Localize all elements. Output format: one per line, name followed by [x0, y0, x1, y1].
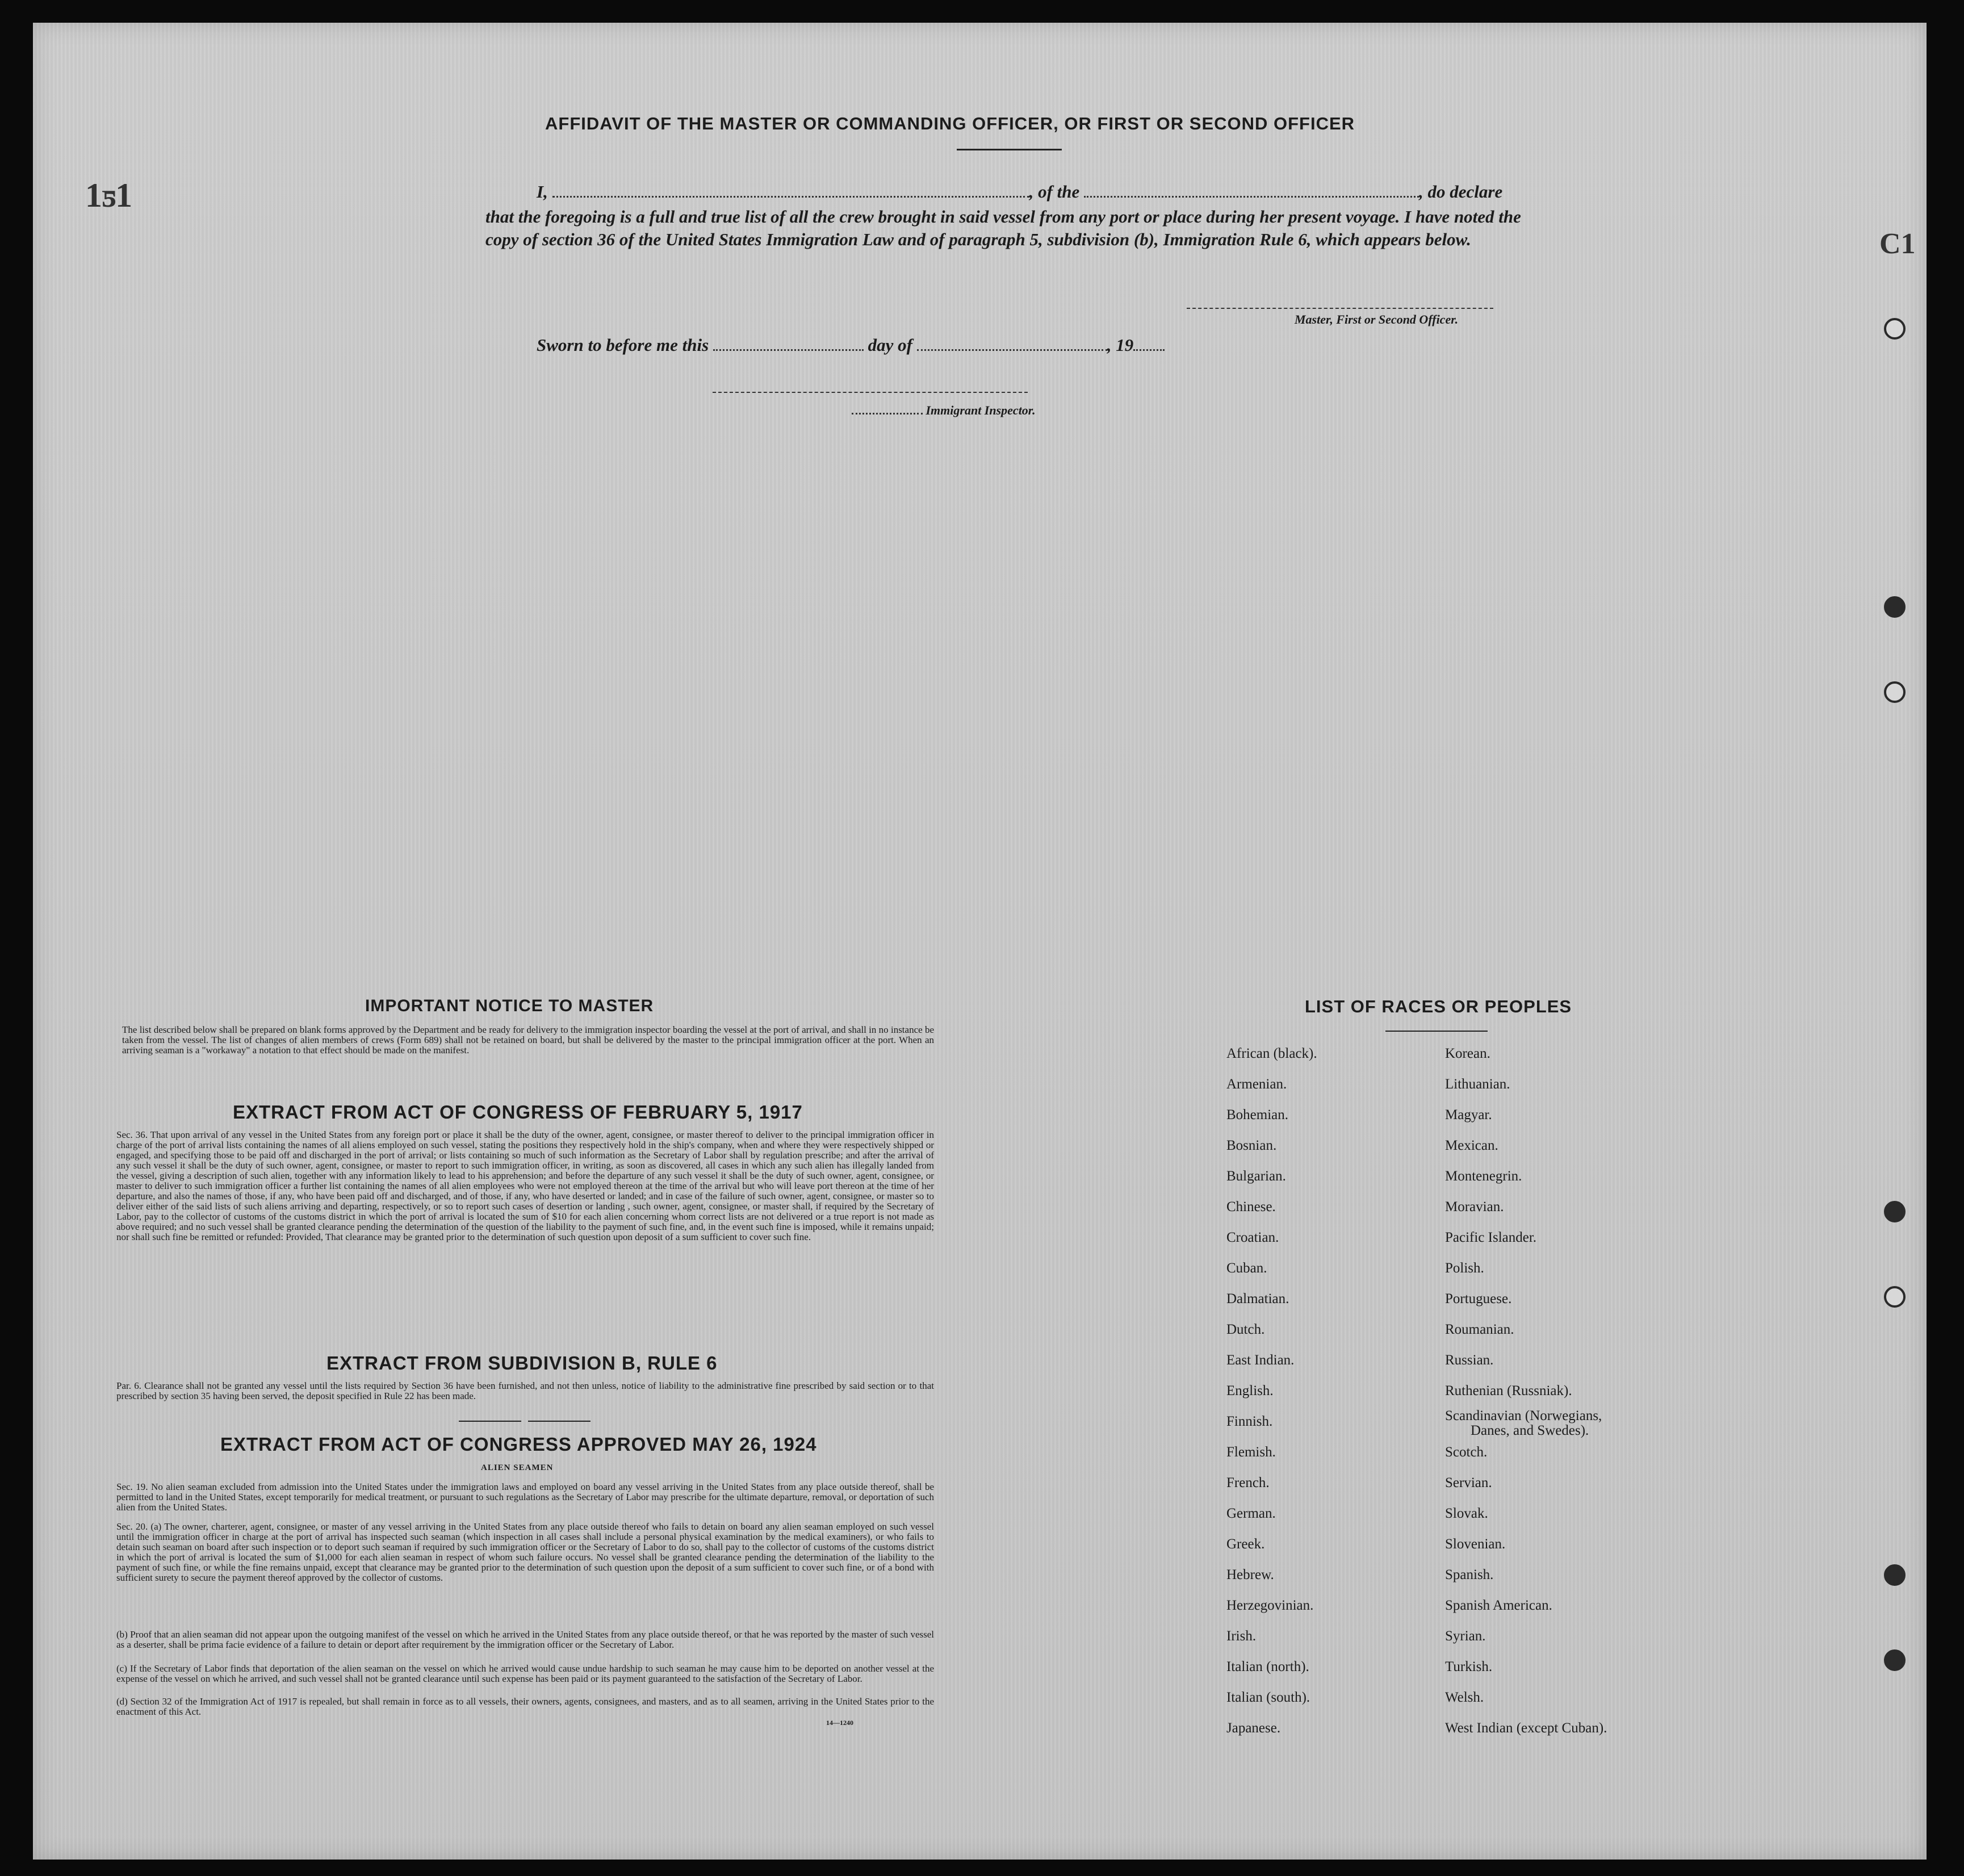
race-item: Portuguese. [1445, 1291, 1512, 1306]
affidavit-title: AFFIDAVIT OF THE MASTER OR COMMANDING OFFICER, OR FIRST OR SECOND OFFICER [545, 114, 1355, 133]
race-item: Polish. [1445, 1261, 1484, 1276]
race-item: East Indian. [1226, 1352, 1295, 1368]
race-item: Hebrew. [1226, 1567, 1274, 1582]
race-item: Syrian. [1445, 1628, 1486, 1644]
race-item: Italian (north). [1226, 1659, 1309, 1674]
extract-1917-title: EXTRACT FROM ACT OF CONGRESS OF FEBRUARY 5, 1917 [233, 1102, 803, 1123]
race-item: Irish. [1226, 1628, 1257, 1644]
punch-hole [1884, 1201, 1906, 1222]
inspector-dots [852, 405, 923, 414]
affidavit-do-declare: , do declare [1419, 182, 1503, 202]
separator-rule [459, 1421, 521, 1422]
sworn-prefix: Sworn to before me this [537, 335, 709, 355]
sworn-day-field[interactable] [713, 337, 864, 351]
race-item: Welsh. [1445, 1690, 1484, 1705]
sworn-month-field[interactable] [917, 337, 1107, 351]
race-item: Scotch. [1445, 1444, 1488, 1460]
notice-title: IMPORTANT NOTICE TO MASTER [365, 996, 654, 1015]
margin-mark-right: C1 [1879, 228, 1916, 260]
master-signature-line[interactable] [1187, 308, 1493, 309]
race-item: Slovenian. [1445, 1536, 1506, 1552]
extract-rule6-body: Par. 6. Clearance shall not be granted any vessel until the lists required by Section 36 have been furnished, and not then unless, notice of liability to the administrative fine prescribed by said section or to that prescribed by section 35 having been served, the deposit specified in Rule 22 has been made. [116, 1380, 934, 1401]
race-item: French. [1226, 1475, 1270, 1490]
race-item: Servian. [1445, 1475, 1492, 1490]
extract-1924-sec20b: (b) Proof that an alien seaman did not appear upon the outgoing manifest of the vessel on which he arrived in the United States from any place outside thereof, or that he was reported by the master of such vessel as a deserter, shall be prima facie evidence of a failure to detain or deport after requirement by the immigration officer or the Secretary of Labor. [116, 1629, 934, 1650]
title-underline [957, 149, 1062, 150]
punch-hole [1884, 1564, 1906, 1586]
punch-hole [1884, 1286, 1906, 1308]
race-item: West Indian (except Cuban). [1445, 1720, 1607, 1736]
separator-rule [528, 1421, 591, 1422]
race-item: German. [1226, 1506, 1276, 1521]
master-signature-label: Master, First or Second Officer. [1295, 312, 1459, 326]
race-item: English. [1226, 1383, 1274, 1398]
race-item: Slovak. [1445, 1506, 1488, 1521]
race-item: Dalmatian. [1226, 1291, 1289, 1306]
race-item: Italian (south). [1226, 1690, 1310, 1705]
extract-1917-body: Sec. 36. That upon arrival of any vessel in the United States from any foreign port or place it shall be the duty of the owner, agent, consignee, or master thereof to deliver to the principal immigration officer in charge of the port of arrival lists containing the names of all aliens employed on such vessel, stating the positions they respectively hold in the ship's company, when and where they were respectively shipped or engaged, and specifying those to be paid off and discharged in the port of arrival; or lists containing so much of such information as the Secretary of Labor shall by regulation prescribe; and after the arrival of any such vessel it shall be the duty of such owner, agent, consignee, or master to report to such immigration officer, in writing, as soon as discovered, all cases in which any such alien has illegally landed from the vessel, giving a description of such alien, together with any information likely to lead to his apprehension; and before the departure of any such vessel it shall be the duty of such owner, agent, consignee, or master to deliver to such immigration officer a further list containing the names of all alien employees who were not employed thereon at the time of the arrival but who will leave port thereon at the time of her departure, and also the names of those, if any, who have been paid off and discharged, and of those, if any, who have deserted or landed; and in case of the failure of such owner, agent, consignee, or master so to deliver either of the said lists of such aliens arriving and departing, respectively, or so to report such cases of desertion or landing , such owner, agent, consignee, or master shall, if required by the Secretary of Labor, pay to the collector of customs of the customs district in which the port of arrival is located the sum of $10 for each alien concerning whom correct lists are not delivered or a true report is not made as above required; and no such vessel shall be granted clearance pending the determination of the question of the liability to the payment of such fine, and, in the event such fine is imposed, while it remains unpaid; nor shall such fine be remitted or refunded: Provided, That clearance may be granted prior to the determination of such question upon deposit of a sum sufficient to cover such fine. [116, 1129, 934, 1242]
affidavit-body: that the foregoing is a full and true list of all the crew brought in said vessel from any port or place during her present voyage. I have noted the copy of section 36 of the United States Immigration Law and of paragraph 5, subdivision (b), Immigration Rule 6, which appears below. [485, 207, 1521, 249]
race-item-continuation: Danes, and Swedes). [1471, 1423, 1589, 1438]
extract-1924-title: EXTRACT FROM ACT OF CONGRESS APPROVED MAY 26, 1924 [220, 1434, 817, 1455]
race-item: Mexican. [1445, 1138, 1498, 1153]
race-item: Pacific Islander. [1445, 1230, 1537, 1245]
sworn-day-of: day of [868, 335, 912, 355]
race-item: Spanish. [1445, 1567, 1494, 1582]
sworn-year-field[interactable] [1133, 337, 1165, 351]
form-number: 14—1240 [826, 1719, 853, 1727]
race-item: Ruthenian (Russniak). [1445, 1383, 1572, 1398]
race-item: Herzegovinian. [1226, 1598, 1314, 1613]
race-item: African (black). [1226, 1046, 1317, 1061]
notice-body: The list described below shall be prepared on blank forms approved by the Department and be ready for delivery to the immigration inspector boarding the vessel at the port of arrival, and shall in no instance be taken from the vessel. The list of changes of alien members of crews (Form 689) shall not be retained on board, but shall be delivered by the master to the principal immigration officer at the port. When an arriving seaman is a "workaway" a notation to that effect should be made on the manifest. [122, 1024, 934, 1056]
extract-1924-sec20d: (d) Section 32 of the Immigration Act of 1917 is repealed, but shall remain in force as to all vessels, their owners, agents, consignees, and masters, and as to all seamen, arriving in the United States prior to the enactment of this Act. [116, 1696, 934, 1717]
race-item: Spanish American. [1445, 1598, 1552, 1613]
races-title-underline [1385, 1031, 1488, 1032]
race-item: Korean. [1445, 1046, 1490, 1061]
race-item: Chinese. [1226, 1199, 1276, 1215]
race-item: Moravian. [1445, 1199, 1504, 1215]
race-item: Dutch. [1226, 1322, 1265, 1337]
inspector-signature-line[interactable] [713, 392, 1028, 393]
punch-hole [1884, 318, 1906, 340]
name-field[interactable] [552, 183, 1029, 198]
race-item: Roumanian. [1445, 1322, 1514, 1337]
race-item: Flemish. [1226, 1444, 1276, 1460]
race-item: Magyar. [1445, 1107, 1492, 1123]
extract-rule6-title: EXTRACT FROM SUBDIVISION B, RULE 6 [326, 1352, 718, 1374]
extract-1924-subtitle: ALIEN SEAMEN [481, 1463, 554, 1472]
race-item: Bulgarian. [1226, 1169, 1286, 1184]
margin-mark-left: 1ƽ1 [85, 177, 133, 214]
race-item: Montenegrin. [1445, 1169, 1522, 1184]
inspector-row [852, 403, 1036, 418]
vessel-field[interactable] [1084, 183, 1419, 198]
punch-hole [1884, 596, 1906, 618]
extract-1924-sec20c: (c) If the Secretary of Labor finds that deportation of the alien seaman on the vessel on which he arrived would cause undue hardship to such seaman he may cause him to be deported on another vessel at the expense of the vessel on which he arrived, and such vessel shall not be granted clearance until such expense has been paid or its payment guaranteed to the satisfaction of the Secretary of Labor. [116, 1663, 934, 1684]
race-item: Finnish. [1226, 1414, 1273, 1429]
race-item: Bosnian. [1226, 1138, 1277, 1153]
race-item: Japanese. [1226, 1720, 1281, 1736]
race-item: Bohemian. [1226, 1107, 1289, 1123]
affidavit-I: I, [537, 182, 548, 202]
sworn-line [537, 335, 1165, 355]
race-item: Turkish. [1445, 1659, 1493, 1674]
race-item: Croatian. [1226, 1230, 1279, 1245]
punch-hole [1884, 681, 1906, 703]
race-item: Scandinavian (Norwegians, [1445, 1408, 1602, 1423]
race-item: Cuban. [1226, 1261, 1267, 1276]
form-sheet [33, 23, 1927, 1860]
sworn-year: , 19 [1107, 335, 1134, 355]
extract-1924-sec20a: Sec. 20. (a) The owner, charterer, agent, consignee, or master of any vessel arriving in the United States from any place outside thereof who fails to detain on board any alien seaman employed on such vessel until the immigration officer in charge at the port of arrival has inspected such seaman (which inspection in all cases shall include a personal physical examination by the medical examiners), or who fails to detain such seaman on board after such inspection or to deport such seaman if required by such immigration officer or the Secretary of Labor to do so, shall pay to the collector of customs of the customs district in which the port of arrival is located the sum of $1,000 for each alien seaman in respect of whom such failure occurs. No vessel shall be granted clearance pending the determination of the liability to the payment of such fine, or while the fine remains unpaid, except that clearance may be granted prior to the determination of such question upon the deposit of a sum sufficient to cover such fine, or of a bond with sufficient surety to secure the payment thereof approved by the collector of customs. [116, 1521, 934, 1583]
race-item: Greek. [1226, 1536, 1265, 1552]
affidavit-of-the: , of the [1029, 182, 1080, 202]
race-item: Lithuanian. [1445, 1077, 1510, 1092]
race-item: Russian. [1445, 1352, 1494, 1368]
inspector-label: Immigrant Inspector. [926, 403, 1036, 417]
extract-1924-sec19: Sec. 19. No alien seaman excluded from admission into the United States under the immigration laws and employed on board any vessel arriving in the United States from any place outside thereof, shall be permitted to land in the United States, except temporarily for medical treatment, or pursuant to such regulations as the Secretary of Labor may prescribe for the ultimate departure, removal, or deportation of such alien from the United States. [116, 1481, 934, 1513]
affidavit-line-1 [537, 182, 1502, 202]
race-item: Armenian. [1226, 1077, 1287, 1092]
races-title: LIST OF RACES OR PEOPLES [1305, 996, 1572, 1016]
punch-hole [1884, 1649, 1906, 1671]
